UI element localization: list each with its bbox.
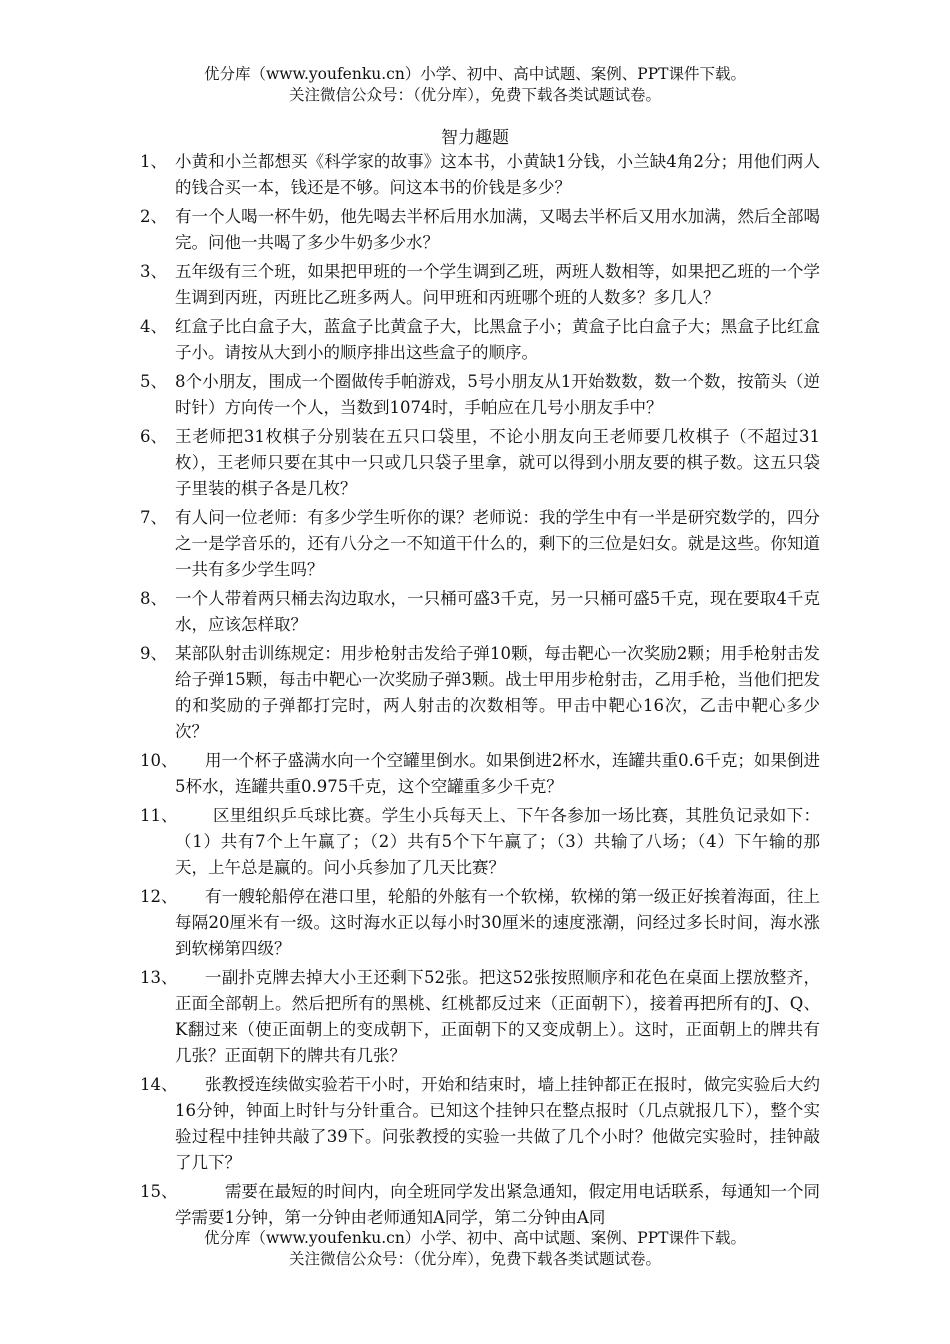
page-footer: [0, 1228, 950, 1270]
question-number: 2、: [140, 207, 167, 226]
question-number: 12、: [140, 887, 178, 906]
question-text: 五年级有三个班，如果把甲班的一个学生调到乙班，两班人数相等，如果把乙班的一个学生调到丙班，丙班比乙班多两人。问甲班和丙班哪个班的人数多？多几人？: [175, 262, 820, 307]
question-number: 4、: [140, 317, 167, 336]
question-text: 有一个人喝一杯牛奶，他先喝去半杯后用水加满，又喝去半杯后又用水加满，然后全部喝完。问他一共喝了多少牛奶多少水？: [175, 207, 820, 252]
question-number: 6、: [140, 427, 167, 446]
question-text: 一个人带着两只桶去沟边取水，一只桶可盛3千克，另一只桶可盛5千克，现在要取4千克水，应该怎样取？: [175, 589, 820, 634]
question-number: 10、: [140, 751, 178, 770]
question-text: 需要在最短的时间内，向全班同学发出紧急通知，假定用电话联系，每通知一个同学需要1分钟，第一分钟由老师通知A同学，第二分钟由A同: [175, 1182, 820, 1227]
question-7: [140, 505, 820, 583]
question-number: 5、: [140, 372, 167, 391]
page-header: [0, 64, 950, 106]
page-title: 智力趣题: [441, 128, 509, 148]
header-line-2: 关注微信公众号：（优分库），免费下载各类试题试卷。: [288, 86, 661, 104]
question-text: 某部队射击训练规定：用步枪射击发给子弹10颗，每击靶心一次奖励2颗；用手枪射击发给子弹15颗，每击中靶心一次奖励子弹3颗。战士甲用步枪射击，乙用手枪，当他们把发的和奖励的子弹都打完时，两人射击的次数相等。甲击中靶心16次，乙击中靶心多少次？: [175, 644, 820, 741]
question-9: [140, 641, 820, 745]
question-12: [140, 884, 820, 962]
question-text: 有一艘轮船停在港口里，轮船的外舷有一个软梯，软梯的第一级正好挨着海面，往上每隔20厘米有一级。这时海水正以每小时30厘米的速度涨潮，问经过多长时间，海水涨到软梯第四级？: [175, 887, 820, 958]
question-number: 3、: [140, 262, 167, 281]
question-number: 8、: [140, 589, 167, 608]
question-text: 一副扑克牌去掉大小王还剩下52张。把这52张按照顺序和花色在桌面上摆放整齐，正面全部朝上。然后把所有的黑桃、红桃都反过来（正面朝下），接着再把所有的J、Q、K翻过来（使正面朝上的变成朝下，正面朝下的又变成朝上）。这时，正面朝上的牌共有几张？正面朝下的牌共有几张？: [175, 968, 820, 1065]
question-number: 1、: [140, 152, 167, 171]
footer-line-1: 优分库（www.youfenku.cn）小学、初中、高中试题、案例、PPT课件下载。: [203, 1229, 747, 1247]
question-text: 王老师把31枚棋子分别装在五只口袋里，不论小朋友向王老师要几枚棋子（不超过31枚），王老师只要在其中一只或几只袋子里拿，就可以得到小朋友要的棋子数。这五只袋子里装的棋子各是几枚？: [175, 427, 820, 498]
question-5: [140, 369, 820, 421]
question-number: 11、: [140, 806, 178, 825]
question-text: 小黄和小兰都想买《科学家的故事》这本书，小黄缺1分钱，小兰缺4角2分；用他们两人的钱合买一本，钱还是不够。问这本书的价钱是多少？: [175, 152, 820, 197]
header-line-1: 优分库（www.youfenku.cn）小学、初中、高中试题、案例、PPT课件下载。: [203, 65, 747, 83]
question-4: [140, 314, 820, 366]
question-number: 13、: [140, 968, 178, 987]
question-3: [140, 259, 820, 311]
question-number: 14、: [140, 1075, 178, 1094]
question-text: 用一个杯子盛满水向一个空罐里倒水。如果倒进2杯水，连罐共重0.6千克；如果倒进5杯水，连罐共重0.975千克，这个空罐重多少千克？: [175, 751, 820, 796]
question-11: [140, 803, 820, 881]
question-list: [140, 149, 820, 1234]
question-text: 红盒子比白盒子大，蓝盒子比黄盒子大，比黑盒子小；黄盒子比白盒子大；黑盒子比红盒子小。请按从大到小的顺序排出这些盒子的顺序。: [175, 317, 820, 362]
question-2: [140, 204, 820, 256]
question-8: [140, 586, 820, 638]
question-number: 15、: [140, 1182, 178, 1201]
question-number: 7、: [140, 508, 167, 527]
question-text: 8个小朋友，围成一个圈做传手帕游戏，5号小朋友从1开始数数，数一个数，按箭头（逆时针）方向传一个人，当数到1074时，手帕应在几号小朋友手中？: [175, 372, 820, 417]
question-text: 有人问一位老师：有多少学生听你的课？老师说：我的学生中有一半是研究数学的，四分之一是学音乐的，还有八分之一不知道干什么的，剩下的三位是妇女。就是这些。你知道一共有多少学生吗？: [175, 508, 820, 579]
question-13: [140, 965, 820, 1069]
question-text: 张教授连续做实验若干小时，开始和结束时，墙上挂钟都正在报时，做完实验后大约16分钟，钟面上时针与分针重合。已知这个挂钟只在整点报时（几点就报几下），整个实验过程中挂钟共敲了39下。问张教授的实验一共做了几个小时？他做完实验时，挂钟敲了几下？: [175, 1075, 820, 1172]
question-10: [140, 748, 820, 800]
footer-line-2: 关注微信公众号：（优分库），免费下载各类试题试卷。: [288, 1250, 661, 1268]
question-1: [140, 149, 820, 201]
question-text: 区里组织乒乓球比赛。学生小兵每天上、下午各参加一场比赛，其胜负记录如下：（1）共有7个上午赢了；（2）共有5个下午赢了；（3）共输了八场；（4）下午输的那天，上午总是赢的。问小兵参加了几天比赛？: [175, 806, 820, 877]
question-6: [140, 424, 820, 502]
question-15: [140, 1179, 820, 1231]
question-number: 9、: [140, 644, 167, 663]
question-14: [140, 1072, 820, 1176]
